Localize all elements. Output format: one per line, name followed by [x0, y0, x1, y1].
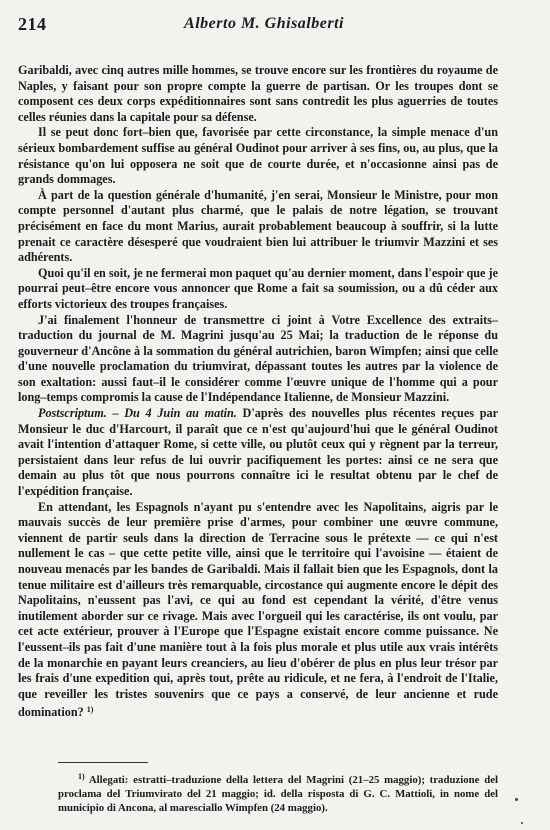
final-paragraph-text: En attendant, les Espagnols n'ayant pu s'entendre avec les Napolitains, aigris par le mauvais succès de leur première prise d'armes, pour combiner une œuvre commune, viennent de partir seuls dans la direction de Terracine sous le prétexte — ce qui n'est nullement le cas – que cette petite ville, ainsi que le territoire qui l'avoisine — étaient de nouveau menacés par les bandes de Garibaldi. Mais il fallait bien que les Espagnols, dont la tenue militaire est d'ailleurs très remarquable, circostance qui augmente encore le dépit des Napolitains, n'eussent pas l'avi, ce qui au fond est cependant la vérité, d'être venus inutilement aborder sur ce rivage. Mais avec l'orgueil qui les caractérise, ils ont voulu, par cet acte extérieur, prouver à l'Europe que l'Espagne existait encore comme puissance. Ne l'eussent–ils pas fait d'une manière tout à la fois plus morale et plus utile aux vrais intérêts de la monarchie en payant leurs creanciers, au lieu d'obérer de plus en plus leur trésor par les frais d'une expedition qui, après tout, prête au ridicule, et ne fera, à l'endroit de l'Italie, que reveiller les tristes souvenirs que ce pays a conservé, de leur ancienne et rude domination? — [18, 499, 498, 720]
paragraph — [18, 500, 498, 721]
footnote — [58, 770, 498, 816]
paragraph: À part de la question générale d'humanité, j'en serai, Monsieur le Ministre, pour mon compte personnel d'autant plus charmé, que le palais de notre légation, se trouvant précisément en face du mont Marius, aurait probablement beaucoup à souffrir, si la lutte prenait ce caractère désesperé que voudraient bien lui attribuer le triumvir Mazzini et ses adhérents. — [18, 187, 498, 265]
scan-speck — [521, 822, 523, 824]
postscript-label: Postscriptum. – Du 4 Juin au matin. — [38, 406, 237, 421]
running-head: Alberto M. Ghisalberti — [184, 15, 344, 32]
postscript-text: D'après des nouvelles plus récentes reçues par Monsieur le duc d'Harcourt, il paraît que ce n'est qu'aujourd'hui que le général Oudinot avait l'intention d'attaquer Rome, si cette ville, ou plutôt ceux qui y règnent par la terreur, persistaient dans leur refus de lui ouvrir pacifiquement les portes: ainsi ce ne sera que demain au plus tôt que nous pourrons connaître ici le resultat obtenu par le chef de l'expédition française. — [18, 406, 498, 499]
footnote-text: Allegati: estratti–traduzione della lettera del Magrini (21–25 maggio); traduzione del proclama del Triumvirato del 21 maggio; id. della risposta di G. C. Mattioli, in nome del municipio di Ancona, al maresciallo Wimpfen (24 maggio). — [58, 774, 498, 815]
footnote-reference[interactable]: 1) — [86, 705, 94, 715]
paragraph: J'ai finalement l'honneur de transmettre ci joint à Votre Excellence des extraits–traduction du journal de M. Magrini jusqu'au 25 Mai; la traduction de le réponse du gouverneur d'Ancône à la sommation du général autrichien, baron Wimpfen; ainsi que celle d'une nouvelle proclamation du triumvirat, dépassant toutes les autres par la violence de son exaltation: aussi faut–il le considérer comme l'œuvre unique de l'homme qui a pour long–temps compromis la cause de l'Indépendance Italienne, de Monsieur Mazzini. — [18, 312, 498, 405]
paragraph: Quoi qu'il en soit, je ne fermerai mon paquet qu'au dernier moment, dans l'espoir que je pourrai peut–être encore vous annoncer que Rome a fait sa soumission, ou a dû céder aux efforts victorieux des troupes françaises. — [18, 265, 498, 311]
paragraph: Garibaldi, avec cinq autres mille hommes, se trouve encore sur les frontières du royaume de Naples, y faisant pour son propre compte la guerre de partisan. Or les troupes dont se composent ces deux corps expéditionnaires sont sans contredit les plus aguerries de toutes celles réunies dans la capitale pour sa défense. — [18, 63, 498, 124]
postscript-paragraph — [18, 406, 498, 500]
paragraph: Il se peut donc fort–bien que, favorisée par cette circonstance, la simple menace d'un sérieux bombardement suffise au général Oudinot pour arriver à ses fins, ou, au plus, que la résistance qu'on lui opposera ne soit que de courte durée, et n'occasionne ainsi pas de grands dommages. — [18, 125, 498, 187]
page-number: 214 — [18, 14, 47, 34]
footnote-mark: 1) — [78, 772, 85, 781]
footnote-divider — [58, 762, 148, 763]
body-text — [18, 63, 498, 721]
scan-speck — [515, 798, 518, 801]
page-header — [18, 14, 510, 36]
